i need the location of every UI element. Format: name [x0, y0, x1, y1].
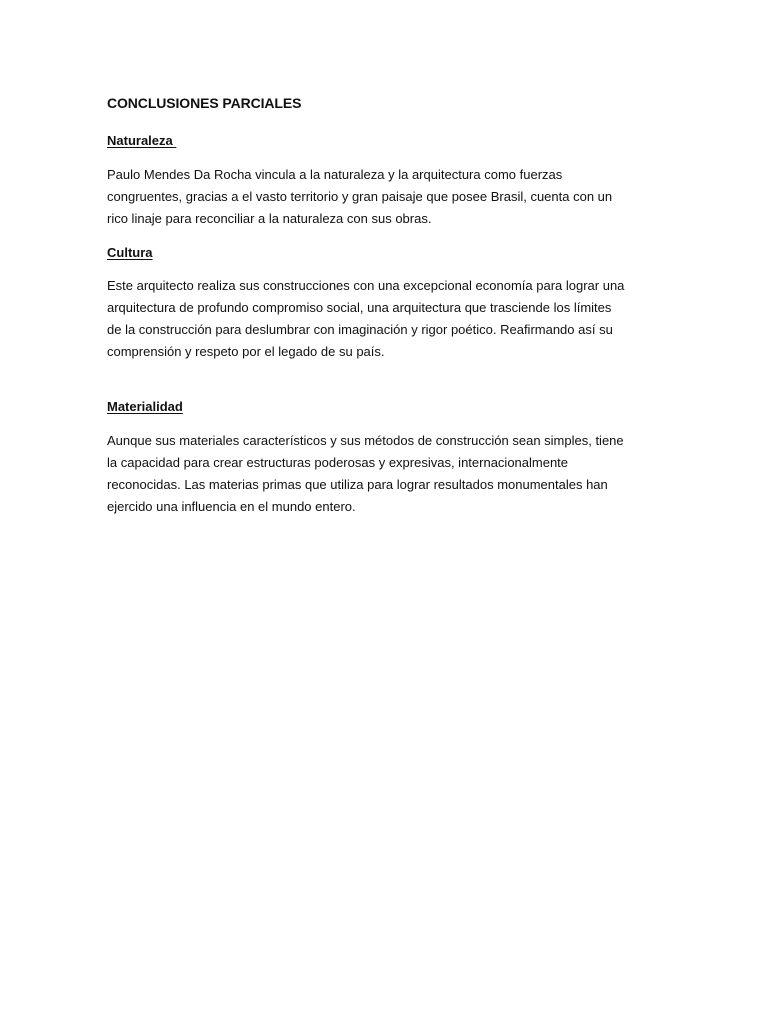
paragraph-line: reconocidas. Las materias primas que utiliza para lograr resultados monumentales han [107, 477, 608, 492]
paragraph-line: la capacidad para crear estructuras poderosas y expresivas, internacionalmente [107, 455, 569, 470]
paragraph-cultura [107, 275, 667, 363]
paragraph-line: ejercido una influencia en el mundo entero. [107, 499, 356, 514]
paragraph-line: Este arquitecto realiza sus construcciones con una excepcional economía para lograr una [107, 278, 625, 293]
section-heading-naturaleza: Naturaleza [107, 133, 177, 148]
paragraph-naturaleza [107, 164, 667, 230]
paragraph-materialidad [107, 430, 667, 518]
paragraph-line: de la construcción para deslumbrar con imaginación y rigor poético. Reafirmando así su [107, 322, 613, 337]
paragraph-line: comprensión y respeto por el legado de su país. [107, 344, 385, 359]
section-heading-cultura: Cultura [107, 245, 153, 260]
paragraph-line: Aunque sus materiales característicos y sus métodos de construcción sean simples, tiene [107, 433, 624, 448]
paragraph-line: congruentes, gracias a el vasto territorio y gran paisaje que posee Brasil, cuenta con un [107, 189, 613, 204]
document-title: CONCLUSIONES PARCIALES [107, 95, 302, 111]
paragraph-line: arquitectura de profundo compromiso social, una arquitectura que trasciende los límites [107, 300, 612, 315]
paragraph-line: rico linaje para reconciliar a la naturaleza con sus obras. [107, 211, 432, 226]
section-heading-materialidad: Materialidad [107, 399, 183, 414]
paragraph-line: Paulo Mendes Da Rocha vincula a la naturaleza y la arquitectura como fuerzas [107, 167, 563, 182]
